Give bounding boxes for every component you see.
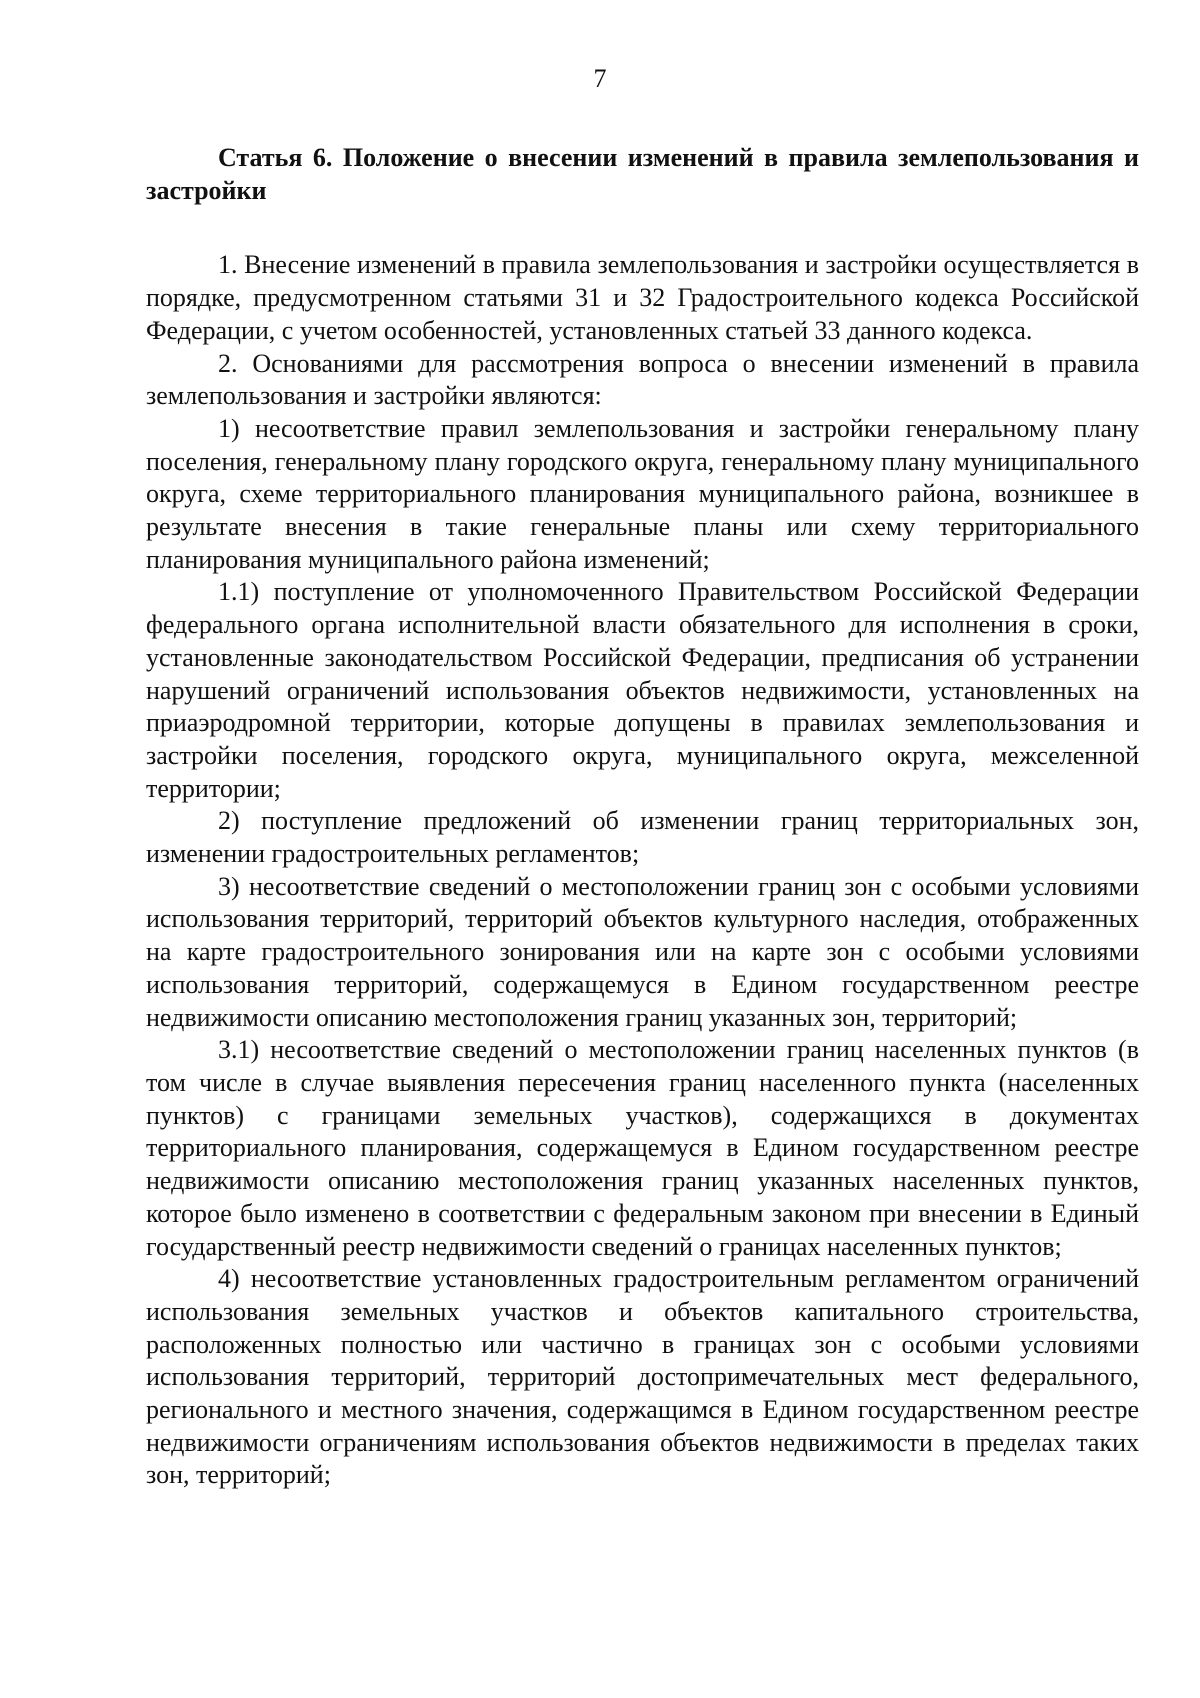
list-item-1: 1) несоответствие правил землепользования и застройки генеральному плану поселения, генеральному плану городского округа, генеральному плану муниципального округа, схеме территориального планирования муниципального района, возникшее в результате внесения в такие генеральные планы или схему территориального планирования муниципального района изменений;	[146, 413, 1139, 574]
list-item-3-1: 3.1) несоответствие сведений о местоположении границ населенных пунктов (в том числе в случае выявления пересечения границ населенного пункта (населенных пунктов) с границами земельных участков), содержащихся в документах территориального планирования, содержащемуся в Едином государственном реестре недвижимости описанию местоположения границ указанных населенных пунктов, которое было изменено в соответствии с федеральным законом при внесении в Единый государственный реестр недвижимости сведений о границах населенных пунктов;	[146, 1035, 1139, 1261]
list-item-4: 4) несоответствие установленных градостроительным регламентом ограничений использования земельных участков и объектов капитального строительства, расположенных полностью или частично в границах зон с особыми условиями использования территорий, территорий достопримечательных мест федерального, регионального и местного значения, содержащимся в Едином государственном реестре недвижимости ограничениям использования объектов недвижимости в пределах таких зон, территорий;	[146, 1264, 1139, 1490]
article-body	[146, 142, 1139, 1492]
list-item-1-1: 1.1) поступление от уполномоченного Правительством Российской Федерации федерального органа исполнительной власти обязательного для исполнения в сроки, установленные законодательством Российской Федерации, предписания об устранении нарушений ограничений использования объектов недвижимости, установленных на приаэродромной территории, которые допущены в правилах землепользования и застройки поселения, городского округа, муниципального округа, межселенной территории;	[146, 577, 1139, 803]
paragraph-item-2: 2. Основаниями для рассмотрения вопроса о внесении изменений в правила землепользования и застройки являются:	[146, 348, 1139, 411]
paragraph-item-1: 1. Внесение изменений в правила землепользования и застройки осуществляется в порядке, предусмотренном статьями 31 и 32 Градостроительного кодекса Российской Федерации, с учетом особенностей, установленных статьей 33 данного кодекса.	[146, 250, 1139, 345]
page-number: 7	[593, 64, 607, 93]
list-item-3: 3) несоответствие сведений о местоположении границ зон с особыми условиями использования территорий, территорий объектов культурного наследия, отображенных на карте градостроительного зонирования или на карте зон с особыми условиями использования территорий, содержащемуся в Едином государственном реестре недвижимости описанию местоположения границ указанных зон, территорий;	[146, 871, 1139, 1032]
article-heading: Статья 6. Положение о внесении изменений в правила землепользования и застройки	[146, 143, 1139, 205]
list-item-2: 2) поступление предложений об изменении границ территориальных зон, изменении градостроительных регламентов;	[146, 806, 1139, 869]
